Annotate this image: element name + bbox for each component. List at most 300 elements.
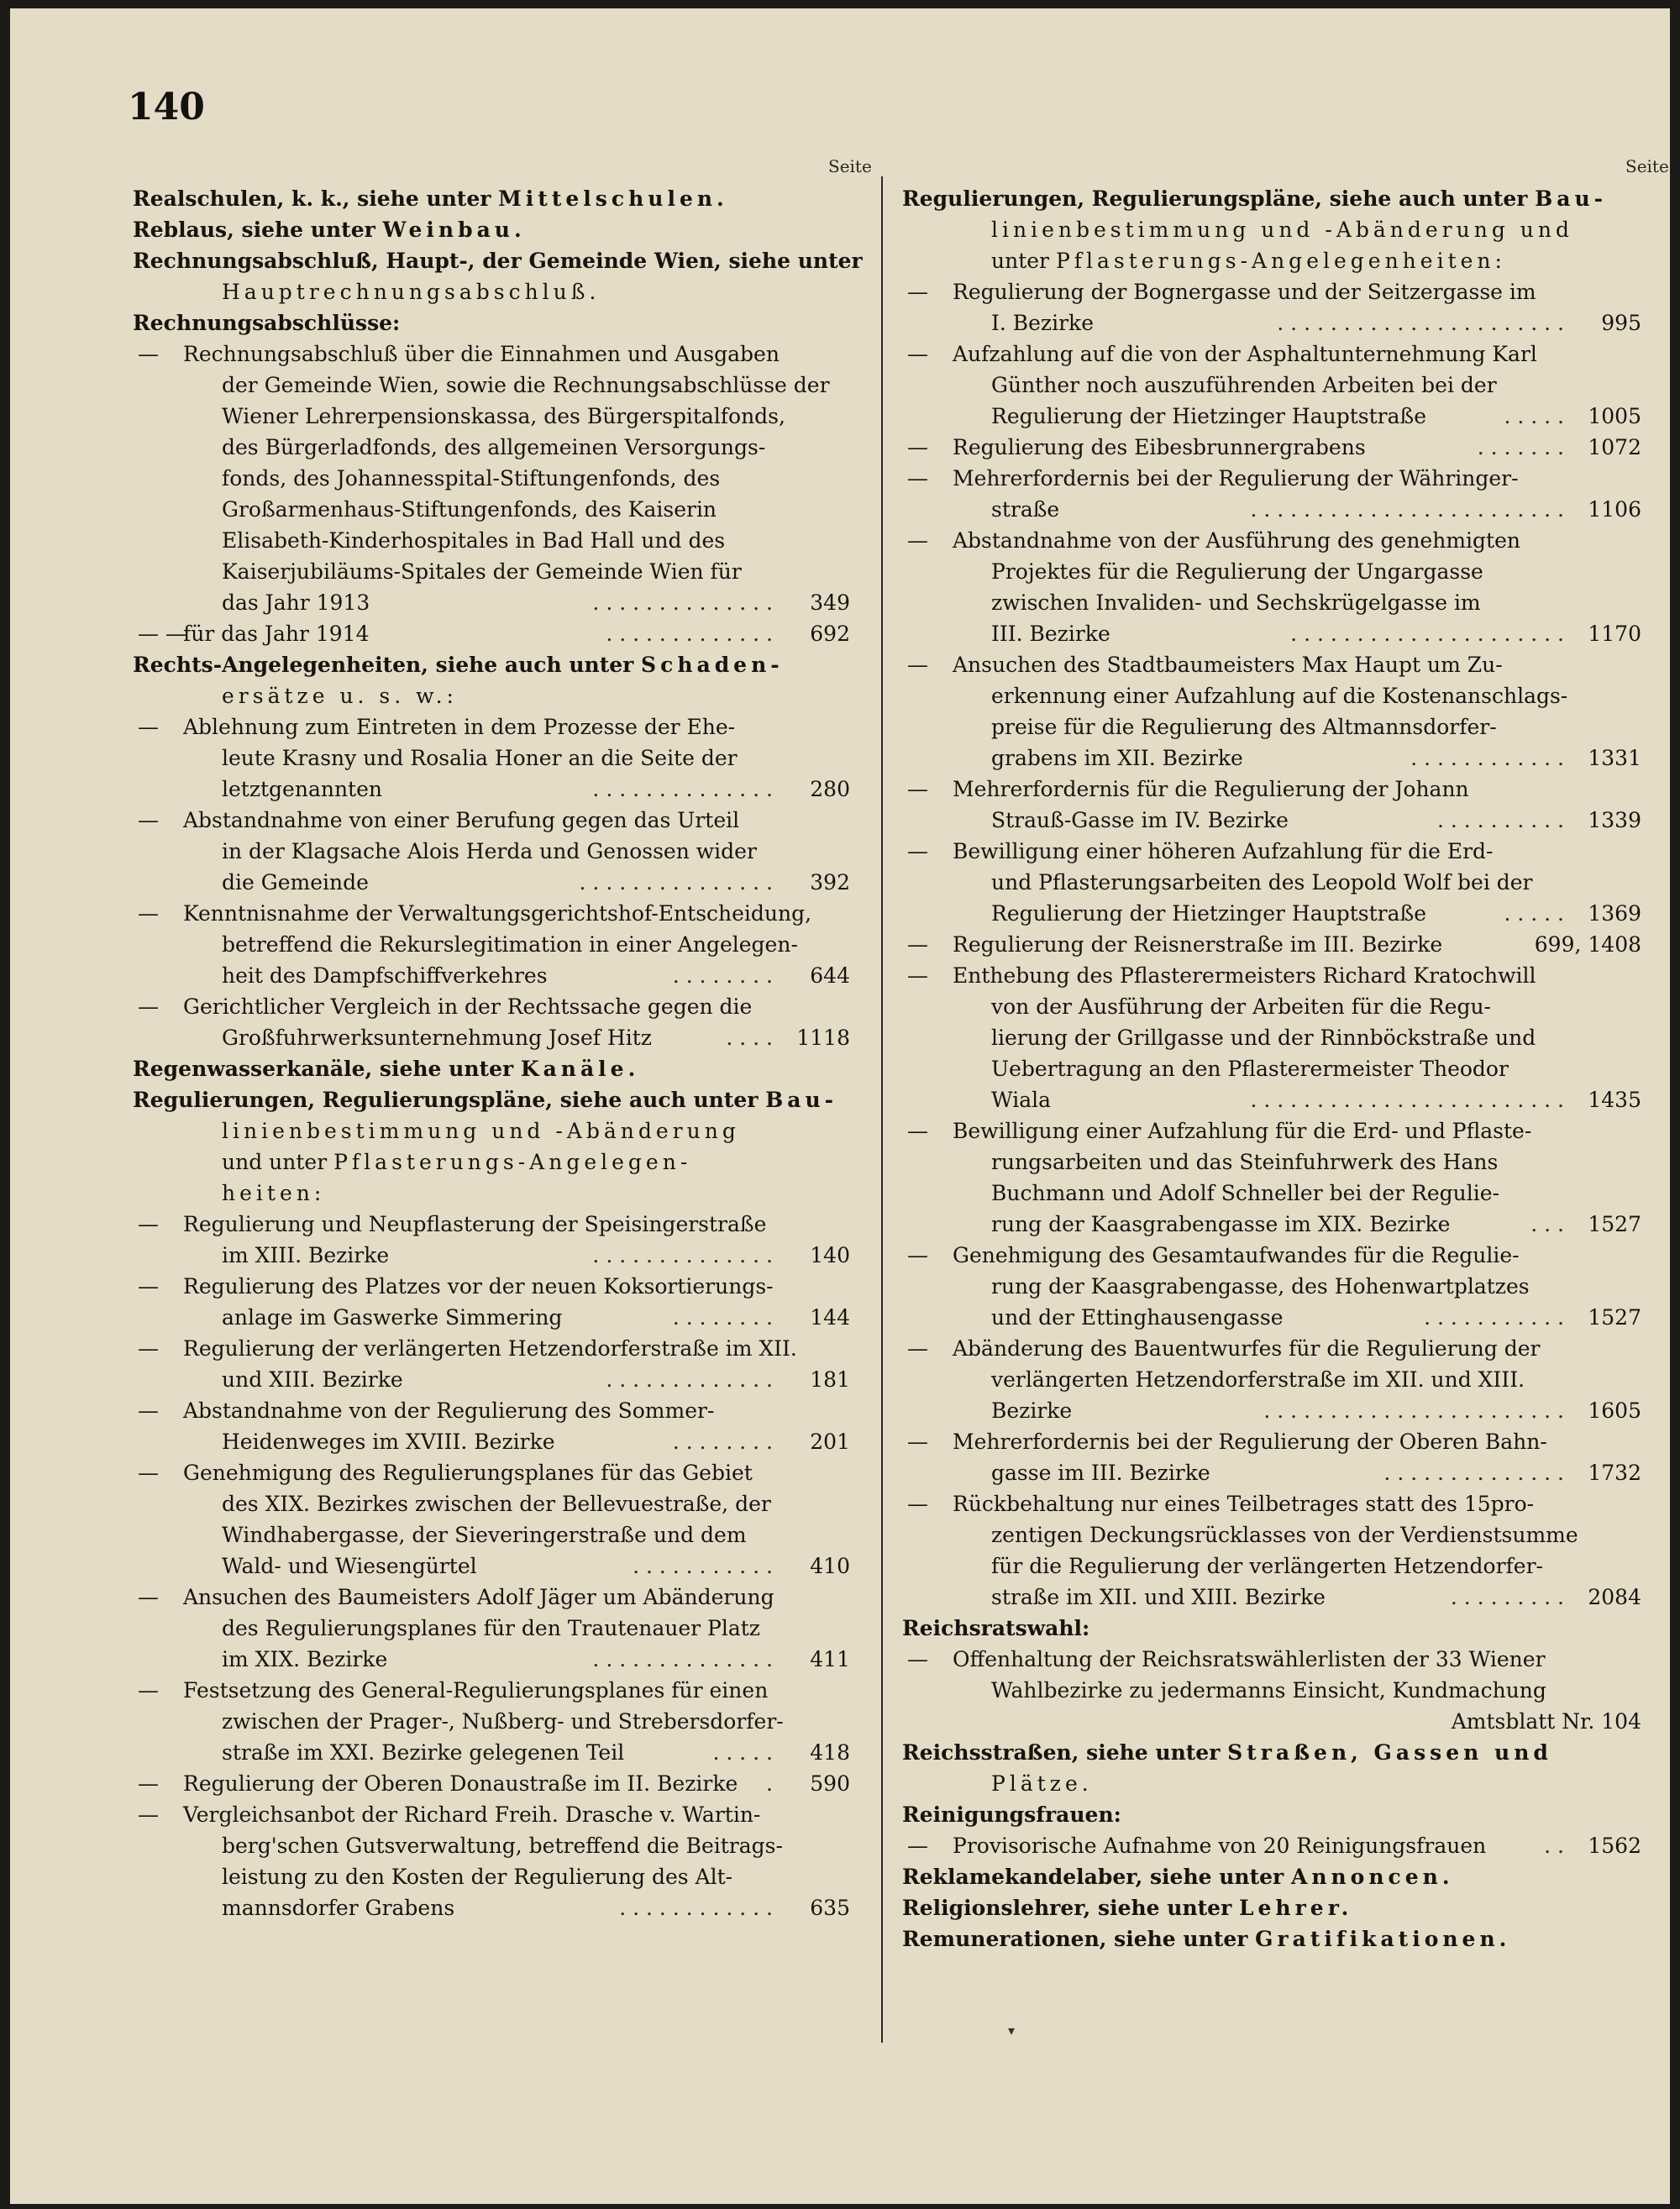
index-entry (133, 1706, 850, 1737)
entry-text: für das Jahr 1914 (183, 622, 370, 646)
entry-dash: — (138, 1802, 159, 1827)
index-entry (902, 1333, 1641, 1364)
leader-dots: . . . . (726, 1026, 773, 1050)
entry-text: III. Bezirke (991, 622, 1110, 646)
leader-dots: . . . . . . . . . . . . . . . . . . . . . (1290, 622, 1564, 646)
entry-cross-reference: heiten: (222, 1181, 326, 1205)
page-reference: 1339 (1588, 808, 1641, 832)
entry-heading: Regulierungen, Regulierungspläne, (902, 186, 1323, 211)
index-entry (902, 556, 1641, 587)
entry-text: Großfuhrwerksunternehmung Josef Hitz (222, 1026, 652, 1050)
entry-text: Wald- und Wiesengürtel (222, 1554, 477, 1578)
index-entry (902, 1519, 1641, 1550)
entry-text: Projektes für die Regulierung der Ungargasse (991, 559, 1483, 584)
entry-heading: Realschulen, (133, 186, 285, 211)
index-entry (902, 1644, 1641, 1675)
index-entry (133, 494, 850, 525)
entry-dash: — (907, 1834, 928, 1858)
entry-text: Enthebung des Pflasterermeisters Richard Kratochwill (953, 963, 1536, 988)
page-reference: 692 (810, 622, 850, 646)
amtsblatt-reference: Amtsblatt Nr. 104 (1451, 1709, 1641, 1734)
entry-text: Regulierung der Oberen Donaustraße im II. Bezirke (183, 1771, 738, 1796)
entry-text: in der Klagsache Alois Herda und Genossen wider (222, 839, 757, 863)
entry-text: Uebertragung an den Pflasterermeister Theodor (991, 1057, 1509, 1081)
index-entry (133, 1115, 850, 1146)
entry-heading: Religionslehrer, (902, 1896, 1091, 1920)
page-reference: 1605 (1588, 1398, 1641, 1423)
index-entry (133, 1737, 850, 1768)
index-entry (902, 307, 1641, 338)
entry-cross-reference: Plätze. (991, 1771, 1093, 1796)
entry-text: Regulierung des Eibesbrunnergrabens (953, 435, 1366, 459)
entry-text: Strauß-Gasse im IV. Bezirke (991, 808, 1289, 832)
leader-dots: . . . . . . . . (672, 963, 773, 988)
index-entry (133, 960, 850, 991)
entry-dash: — (907, 932, 928, 957)
index-entry (133, 1892, 850, 1923)
leader-dots: . . . . . . . . . . . . . (606, 1367, 773, 1392)
leader-dots: . . . . . . . . . . . . . . (592, 1243, 773, 1267)
index-entry (133, 214, 850, 245)
page-reference: 418 (810, 1740, 850, 1765)
entry-text: Provisorische Aufnahme von 20 Reinigungsfrauen (953, 1834, 1487, 1858)
page-reference: 699, 1408 (1534, 932, 1641, 957)
leader-dots: . (766, 1771, 773, 1796)
entry-text: lierung der Grillgasse und der Rinnböckstraße und (991, 1026, 1536, 1050)
index-entry (133, 680, 850, 711)
page-reference: 411 (810, 1647, 850, 1671)
entry-ref-text: siehe auch unter (428, 653, 642, 677)
entry-dash: — (138, 1678, 159, 1703)
entry-cross-reference: ersätze u. s. w.: (222, 684, 458, 708)
index-entry (902, 1613, 1641, 1644)
entry-text: gasse im III. Bezirke (991, 1461, 1210, 1485)
leader-dots: . . . . . . . . . . . . . . . . . . . . . . . . (1250, 497, 1564, 522)
index-entry (133, 307, 850, 338)
entry-ref-text: siehe auch unter (553, 1088, 766, 1112)
entry-dash: — (907, 1336, 928, 1361)
entry-text: straße (991, 497, 1060, 522)
page-reference: 1435 (1588, 1088, 1641, 1112)
index-entry (133, 1209, 850, 1240)
entry-ref-text: siehe unter (234, 218, 383, 242)
entry-text: Abstandnahme von einer Berufung gegen das Urteil (183, 808, 740, 832)
index-entry (133, 1519, 850, 1550)
index-entry (133, 1550, 850, 1582)
entry-text: grabens im XII. Bezirke (991, 746, 1243, 770)
index-entry (133, 1768, 850, 1799)
entry-dash: — (907, 963, 928, 988)
entry-dash: — (138, 1212, 159, 1236)
page-reference: 1527 (1588, 1212, 1641, 1236)
entry-text: Regulierung der Bognergasse und der Seitzergasse im (953, 280, 1536, 304)
index-entry (133, 401, 850, 432)
index-entry (902, 1209, 1641, 1240)
entry-heading: Rechts-Angelegenheiten, (133, 653, 428, 677)
entry-text: die Gemeinde (222, 870, 369, 895)
index-entry (133, 1426, 850, 1457)
entry-dash: — (907, 653, 928, 677)
entry-text: anlage im Gaswerke Simmering (222, 1305, 563, 1330)
index-entry (902, 1675, 1641, 1706)
index-entry (133, 276, 850, 307)
index-entry (902, 1395, 1641, 1426)
entry-dash: — (907, 528, 928, 553)
entry-heading: Rechnungsabschluß, Haupt-, der Gemeinde Wien, (133, 249, 722, 273)
leader-dots: . . . . . . . (1477, 435, 1564, 459)
index-entry (902, 680, 1641, 711)
entry-text: Ansuchen des Stadtbaumeisters Max Haupt um Zu- (953, 653, 1503, 677)
entry-dash: — (907, 777, 928, 801)
entry-dash: — (907, 435, 928, 459)
entry-text: Genehmigung des Regulierungsplanes für das Gebiet (183, 1461, 753, 1485)
page-reference: 140 (810, 1243, 850, 1267)
index-entry (133, 245, 863, 276)
entry-text: Kaiserjubiläums-Spitales der Gemeinde Wien für (222, 559, 742, 584)
page-reference: 1562 (1588, 1834, 1641, 1858)
index-entry (133, 1644, 850, 1675)
entry-text: Wahlbezirke zu jedermanns Einsicht, Kundmachung (991, 1678, 1546, 1703)
entry-cross-reference: Mittelschulen. (498, 186, 728, 211)
index-entry (902, 805, 1641, 836)
index-entry (902, 1084, 1641, 1115)
index-entry (902, 1737, 1641, 1768)
index-entry (902, 711, 1641, 742)
index-entry (133, 1333, 850, 1364)
index-entry (902, 463, 1641, 494)
index-entry (133, 1053, 850, 1084)
index-entry (133, 463, 850, 494)
index-entry (902, 618, 1641, 649)
index-entry (133, 618, 850, 649)
index-entry (902, 276, 1641, 307)
index-entry (133, 1271, 850, 1302)
entry-dash: — (138, 1398, 159, 1423)
column-divider (881, 176, 883, 2043)
index-entry (902, 1271, 1641, 1302)
page-reference: 1118 (796, 1026, 850, 1050)
entry-heading: Regulierungen, Regulierungspläne, (133, 1088, 554, 1112)
index-entry (902, 1457, 1641, 1488)
entry-text: und Pflasterungsarbeiten des Leopold Wolf bei der (991, 870, 1533, 895)
page-reference: 181 (810, 1367, 850, 1392)
entry-heading: Remunerationen, (902, 1927, 1107, 1951)
index-entry (133, 1799, 850, 1830)
entry-text: Regulierung der Hietzinger Hauptstraße (991, 901, 1426, 926)
entry-dash: — (907, 1647, 928, 1671)
entry-text: Abstandnahme von der Ausführung des genehmigten (953, 528, 1520, 553)
index-entry (902, 338, 1641, 370)
index-entry (133, 1302, 850, 1333)
entry-text: Bezirke (991, 1398, 1073, 1423)
index-entry (902, 1426, 1641, 1457)
entry-text: rung der Kaasgrabengasse im XIX. Bezirke (991, 1212, 1451, 1236)
entry-dash: — (138, 994, 159, 1019)
entry-cross-reference: Straßen, Gassen und (1227, 1740, 1552, 1765)
entry-dash: — (138, 808, 159, 832)
index-entry (133, 1364, 850, 1395)
leader-dots: . . . (1530, 1212, 1564, 1236)
page-reference: 144 (810, 1305, 850, 1330)
index-entry (902, 929, 1641, 960)
index-entry (133, 742, 850, 774)
page-reference: 995 (1601, 311, 1641, 335)
entry-text: Wiener Lehrerpensionskassa, des Bürgerspitalfonds, (222, 404, 785, 428)
leader-dots: . . . . . . . . (672, 1430, 773, 1454)
entry-text: Regulierung und Neupflasterung der Speisingerstraße (183, 1212, 767, 1236)
entry-cross-reference: Pflasterungs-Angelegenheiten: (1055, 249, 1506, 273)
entry-cross-reference: Hauptrechnungsabschluß. (222, 280, 601, 304)
entry-cross-reference: linienbestimmung und -Abänderung (222, 1119, 740, 1143)
entry-dash: — (138, 901, 159, 926)
leader-dots: . . . . . (1504, 901, 1564, 926)
page-reference: 1369 (1588, 901, 1641, 926)
seite-header-left: Seite (828, 156, 872, 176)
entry-text: berg'schen Gutsverwaltung, betreffend die Beitrags- (222, 1834, 783, 1858)
index-entry (902, 1053, 1641, 1084)
index-entry (902, 494, 1641, 525)
index-column-left (133, 183, 863, 1923)
entry-text: heit des Dampfschiffverkehres (222, 963, 548, 988)
page-reference: 1072 (1588, 435, 1641, 459)
entry-text: Bewilligung einer höheren Aufzahlung für die Erd- (953, 839, 1494, 863)
entry-text: straße im XII. und XIII. Bezirke (991, 1585, 1326, 1609)
entry-text: rungsarbeiten und das Steinfuhrwerk des Hans (991, 1150, 1499, 1174)
entry-ref-text: siehe unter (1142, 1865, 1291, 1889)
entry-text: für die Regulierung der verlängerten Hetzendorfer- (991, 1554, 1543, 1578)
index-entry (902, 1706, 1641, 1737)
entry-text: mannsdorfer Grabens (222, 1896, 455, 1920)
entry-text: Regulierung der Reisnerstraße im III. Bezirke (953, 932, 1443, 957)
index-entry (902, 1022, 1641, 1053)
entry-text: zentigen Deckungsrücklasses von der Verdienstsumme (991, 1523, 1578, 1547)
page-reference: 635 (810, 1896, 850, 1920)
entry-heading: Rechnungsabschlüsse: (133, 311, 401, 335)
page-reference: 410 (810, 1554, 850, 1578)
index-entry (133, 836, 850, 867)
entry-dash: — (138, 1461, 159, 1485)
index-entry (133, 649, 850, 680)
index-entry (902, 1799, 1641, 1830)
entry-text: Wiala (991, 1088, 1052, 1112)
entry-cross-reference: Bau- (1535, 186, 1608, 211)
index-entry (133, 805, 850, 836)
entry-text: das Jahr 1913 (222, 590, 370, 615)
entry-dash: — (907, 1492, 928, 1516)
index-entry (902, 1146, 1641, 1178)
entry-text: Aufzahlung auf die von der Asphaltunternehmung Karl (953, 342, 1537, 366)
entry-text: Elisabeth-Kinderhospitales in Bad Hall und des (222, 528, 726, 553)
page-reference: 1331 (1588, 746, 1641, 770)
page-reference: 2084 (1588, 1585, 1641, 1609)
page-reference: 201 (810, 1430, 850, 1454)
entry-cross-reference: Gratifikationen. (1255, 1927, 1511, 1951)
entry-cross-reference: Pflasterungs-Angelegen- (333, 1150, 692, 1174)
entry-text: leute Krasny und Rosalia Honer an die Seite der (222, 746, 738, 770)
entry-text: Regulierung der verlängerten Hetzendorferstraße im XII. (183, 1336, 797, 1361)
index-entry (902, 214, 1641, 245)
index-entry (902, 960, 1641, 991)
index-entry (133, 898, 850, 929)
leader-dots: . . . . . (712, 1740, 773, 1765)
leader-dots: . . . . . . . . . . . . . . (592, 777, 773, 801)
index-entry (902, 525, 1641, 556)
entry-text: des Bürgerladfonds, des allgemeinen Versorgungs- (222, 435, 766, 459)
index-entry (133, 929, 850, 960)
index-entry (133, 587, 850, 618)
page-reference: 1106 (1588, 497, 1641, 522)
index-entry (902, 898, 1641, 929)
entry-text: Abänderung des Bauentwurfes für die Regulierung der (953, 1336, 1541, 1361)
leader-dots: . . . . . . . . . . . . . . . . . . . . . . . . (1250, 1088, 1564, 1112)
entry-text: Regulierung der Hietzinger Hauptstraße (991, 404, 1426, 428)
entry-text: zwischen Invaliden- und Sechskrügelgasse im (991, 590, 1481, 615)
entry-dash: — (138, 1274, 159, 1299)
entry-dash: — (907, 1119, 928, 1143)
index-entry (133, 1457, 850, 1488)
entry-text: des XIX. Bezirkes zwischen der Bellevuestraße, der (222, 1492, 771, 1516)
entry-cross-reference: Lehrer. (1238, 1896, 1353, 1920)
entry-cross-reference: Schaden- (641, 653, 784, 677)
index-entry (902, 183, 1641, 214)
page-reference: 349 (810, 590, 850, 615)
page-reference: 1527 (1588, 1305, 1641, 1330)
entry-ref-text: siehe unter (1079, 1740, 1228, 1765)
page-number: 140 (128, 86, 205, 129)
leader-dots: . . . . . . . . . . . (633, 1554, 773, 1578)
page-reference: 280 (810, 777, 850, 801)
entry-text: verlängerten Hetzendorferstraße im XII. und XIII. (991, 1367, 1525, 1392)
entry-text: Abstandnahme von der Regulierung des Sommer- (183, 1398, 715, 1423)
entry-text: im XIX. Bezirke (222, 1647, 388, 1671)
leader-dots: . . (1544, 1834, 1564, 1858)
index-entry (133, 1395, 850, 1426)
entry-ref-text: siehe unter (372, 1057, 521, 1081)
index-entry (902, 1240, 1641, 1271)
index-entry (902, 742, 1641, 774)
entry-ref-text: unter (991, 249, 1056, 273)
entry-heading: Reichsratswahl: (902, 1616, 1090, 1640)
entry-dash: — (907, 1430, 928, 1454)
index-entry (133, 991, 850, 1022)
index-entry (902, 1923, 1641, 1955)
index-entry (902, 836, 1641, 867)
leader-dots: . . . . . . . . (672, 1305, 773, 1330)
leader-dots: . . . . . (1504, 404, 1564, 428)
leader-dots: . . . . . . . . . (1450, 1585, 1564, 1609)
entry-ref-text: k. k., siehe unter (284, 186, 499, 211)
leader-dots: . . . . . . . . . . . . . . . . . . . . . . (1277, 311, 1564, 335)
index-entry (133, 1830, 850, 1861)
entry-text: preise für die Regulierung des Altmannsdorfer- (991, 715, 1497, 739)
leader-dots: . . . . . . . . . . . . . (606, 622, 773, 646)
leader-dots: . . . . . . . . . . . (1424, 1305, 1564, 1330)
index-entry (902, 587, 1641, 618)
index-entry (902, 1768, 1641, 1799)
entry-text: der Gemeinde Wien, sowie die Rechnungsabschlüsse der (222, 373, 830, 397)
entry-text: Rechnungsabschluß über die Einnahmen und Ausgaben (183, 342, 780, 366)
seite-header-right: Seite (1625, 156, 1669, 176)
index-entry (902, 1861, 1641, 1892)
index-entry (902, 401, 1641, 432)
index-entry (133, 1178, 850, 1209)
entry-text: Festsetzung des General-Regulierungsplanes für einen (183, 1678, 769, 1703)
index-entry (133, 1582, 850, 1613)
index-entry (902, 1550, 1641, 1582)
page-reference: 590 (810, 1771, 850, 1796)
entry-dash: — (907, 342, 928, 366)
entry-text: rung der Kaasgrabengasse, des Hohenwartplatzes (991, 1274, 1530, 1299)
index-entry (133, 183, 850, 214)
index-entry (133, 774, 850, 805)
leader-dots: . . . . . . . . . . . . . . . . . . . . . . . (1263, 1398, 1564, 1423)
index-entry (133, 711, 850, 742)
entry-ref-text: siehe unter (1090, 1896, 1239, 1920)
entry-dash: — (907, 1243, 928, 1267)
entry-text: Mehrerfordernis für die Regulierung der Johann (953, 777, 1469, 801)
index-entry (902, 774, 1641, 805)
entry-text: Ansuchen des Baumeisters Adolf Jäger um Abänderung (183, 1585, 774, 1609)
entry-dash: — (907, 280, 928, 304)
entry-text: Kenntnisnahme der Verwaltungsgerichtshof-Entscheidung, (183, 901, 812, 926)
entry-text: zwischen der Prager-, Nußberg- und Strebersdorfer- (222, 1709, 784, 1734)
leader-dots: . . . . . . . . . . . . . . (1383, 1461, 1564, 1485)
index-entry (902, 991, 1641, 1022)
index-entry (133, 1146, 850, 1178)
index-entry (902, 1115, 1641, 1146)
index-entry (133, 432, 850, 463)
entry-text: Genehmigung des Gesamtaufwandes für die Regulie- (953, 1243, 1520, 1267)
entry-text: erkennung einer Aufzahlung auf die Kostenanschlags- (991, 684, 1568, 708)
index-column-right (902, 183, 1641, 1955)
page-reference: 1170 (1588, 622, 1641, 646)
entry-text: und der Ettinghausengasse (991, 1305, 1284, 1330)
entry-dash: — (907, 839, 928, 863)
index-entry (133, 556, 850, 587)
index-entry (902, 1488, 1641, 1519)
index-entry (133, 867, 850, 898)
footer-mark: ▾ (1008, 2023, 1016, 2038)
entry-text: Offenhaltung der Reichsratswählerlisten der 33 Wiener (953, 1647, 1546, 1671)
index-entry (133, 1084, 850, 1115)
index-entry (133, 1675, 850, 1706)
entry-cross-reference: Bau- (765, 1088, 838, 1112)
entry-text: Mehrerfordernis bei der Regulierung der Währinger- (953, 466, 1519, 491)
entry-text: betreffend die Rekurslegitimation in einer Angelegen- (222, 932, 798, 957)
entry-heading: Regenwasserkanäle, (133, 1057, 373, 1081)
entry-heading: Reinigungsfrauen: (902, 1802, 1121, 1827)
entry-ref-text: siehe auch unter (1322, 186, 1536, 211)
index-entry (133, 338, 850, 370)
index-entry (902, 432, 1641, 463)
entry-dash: — (138, 342, 159, 366)
index-entry (902, 867, 1641, 898)
leader-dots: . . . . . . . . . . . . . . (592, 1647, 773, 1671)
entry-text: Günther noch auszuführenden Arbeiten bei der (991, 373, 1497, 397)
index-page (10, 8, 1670, 2204)
entry-text: des Regulierungsplanes für den Trautenauer Platz (222, 1616, 760, 1640)
page-reference: 392 (810, 870, 850, 895)
entry-text: von der Ausführung der Arbeiten für die Regu- (991, 994, 1492, 1019)
index-entry (902, 1830, 1641, 1861)
page-reference: 1732 (1588, 1461, 1641, 1485)
entry-text: Gerichtlicher Vergleich in der Rechtssache gegen die (183, 994, 753, 1019)
entry-text: Großarmenhaus-Stiftungenfonds, des Kaiserin (222, 497, 717, 522)
index-entry (133, 525, 850, 556)
page-reference: 644 (810, 963, 850, 988)
index-entry (133, 1022, 850, 1053)
entry-text: straße im XXI. Bezirke gelegenen Teil (222, 1740, 625, 1765)
